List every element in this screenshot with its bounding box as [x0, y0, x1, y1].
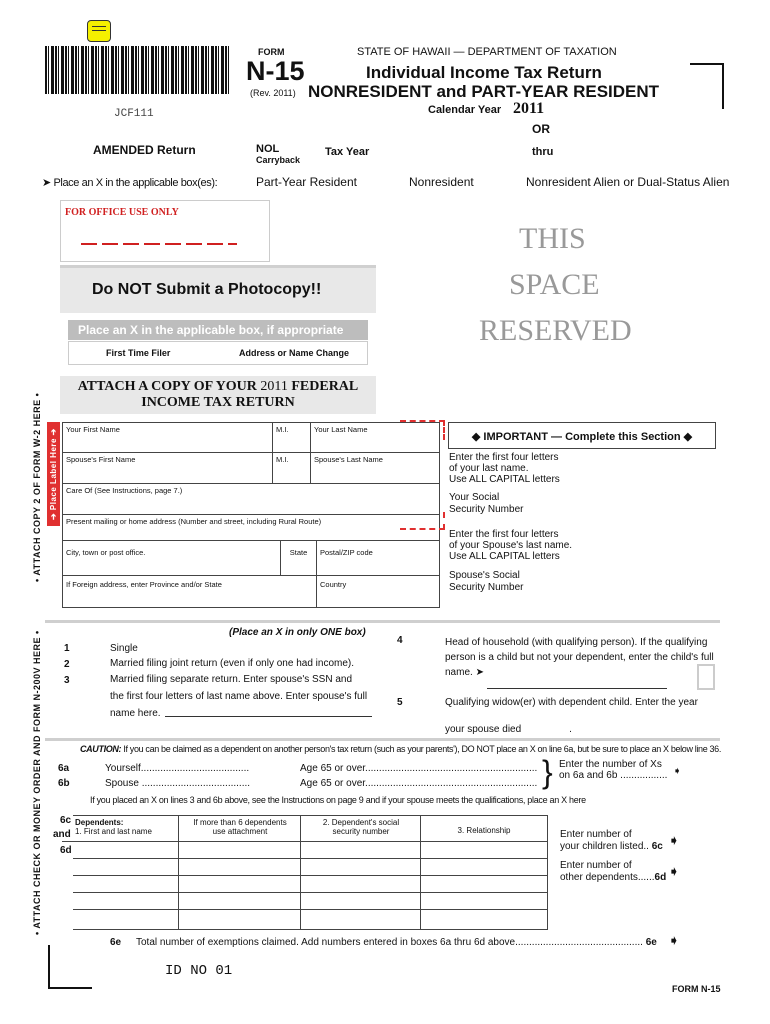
status-1-number: 1	[64, 643, 70, 654]
child-name-input[interactable]	[487, 676, 667, 689]
yourself-option[interactable]: Yourself.......................................	[105, 763, 250, 774]
note-icon[interactable]	[87, 20, 111, 42]
id-number: ID NO 01	[165, 963, 233, 979]
part-year-option[interactable]: Part-Year Resident	[256, 175, 357, 189]
or-label: OR	[532, 122, 550, 136]
reserved-line-2: SPACE	[509, 268, 600, 301]
form-number: N-15	[246, 56, 305, 86]
form-footer: FORM N-15	[672, 984, 721, 994]
attach-line-2: INCOME TAX RETURN	[141, 395, 295, 410]
calendar-year: 2011	[513, 100, 545, 117]
more-dependents-note: If more than 6 dependents use attachment	[193, 818, 287, 836]
status-single[interactable]: Single	[110, 643, 138, 654]
nonresident-option[interactable]: Nonresident	[409, 175, 474, 189]
status-2-number: 2	[64, 659, 70, 670]
office-use-label: FOR OFFICE USE ONLY	[65, 207, 179, 218]
care-of-field[interactable]: Care Of (See Instructions, page 7.)	[62, 483, 440, 515]
dependents-header: Dependents: 1. First and last name	[75, 818, 152, 836]
status-5-number: 5	[397, 697, 403, 708]
spouse-option[interactable]: Spouse .......................................	[105, 778, 251, 789]
revision: (Rev. 2011)	[250, 88, 296, 98]
place-x-instruction: ➤ Place an X in the applicable box(es):	[42, 177, 218, 189]
address-field[interactable]: Present mailing or home address (Number and street, including Rural Route)	[62, 514, 440, 541]
children-count-label: Enter number of your children listed.. 6c	[560, 829, 663, 852]
spouse-qualification-note: If you placed an X on lines 3 and 6b above, see the Instructions on page 9 and if your spouse meets the qualifications, place an X here	[90, 795, 586, 805]
caution-text: CAUTION: If you can be claimed as a dependent on another person's tax return (such as your parents'), DO NOT place an X on line 6a, but be sure to place an X below line 36.	[80, 744, 721, 754]
filing-instruction: (Place an X in only ONE box)	[229, 627, 366, 638]
status-3-number: 3	[64, 675, 70, 686]
calendar-year-label: Calendar Year	[428, 104, 502, 116]
age-65-yourself-option[interactable]: Age 65 or over..............................................................	[300, 763, 538, 774]
form-label: FORM	[258, 47, 285, 57]
arrow-icon: ➧	[668, 932, 680, 948]
arrow-icon: ➧	[668, 863, 680, 879]
title: Individual Income Tax Return	[366, 63, 602, 82]
office-use-box	[60, 200, 270, 262]
nol-option[interactable]: NOL	[256, 143, 280, 155]
arrow-icon: ➤	[42, 177, 54, 189]
place-box-header: Place an X in the applicable box, if appropriate	[68, 320, 368, 340]
line-6a-label: 6a	[58, 763, 70, 774]
alien-option[interactable]: Nonresident Alien or Dual-Status Alien	[526, 175, 730, 189]
w2-attach-text: • ATTACH COPY 2 OF FORM W-2 HERE •	[32, 392, 42, 582]
mi-field[interactable]: M.I.	[272, 422, 311, 453]
total-exemptions: Total number of exemptions claimed. Add numbers entered in boxes 6a thru 6d above.............................................. 6e	[136, 937, 657, 948]
address-change-option[interactable]: Address or Name Change	[239, 348, 350, 358]
label-bracket-top	[400, 420, 445, 440]
line-6c-label: 6c	[60, 815, 72, 826]
state-field[interactable]: State	[280, 540, 317, 576]
enter-xs-label: Enter the number of Xs on 6a and 6b .................	[559, 759, 668, 781]
arrow-icon: ➧	[668, 832, 680, 848]
attach-return-banner	[60, 376, 376, 414]
other-dependents-label: Enter number of other dependents......6d	[560, 860, 667, 883]
carryback-label: Carryback	[256, 155, 301, 165]
relationship-column-header: 3. Relationship	[457, 826, 511, 835]
agency: STATE OF HAWAII — DEPARTMENT OF TAXATION	[357, 46, 617, 58]
corner-mark	[48, 945, 92, 989]
tax-year-label: Tax Year	[325, 146, 370, 158]
check-attach-text: • ATTACH CHECK OR MONEY ORDER AND FORM N-200V HERE •	[32, 630, 42, 935]
status-head-household[interactable]: Head of household (with qualifying person). If the qualifying person is a child but not your dependent, enter the child's full name. ➤	[445, 637, 714, 678]
attach-line-1: ATTACH A COPY OF YOUR 2011 FEDERAL	[77, 379, 359, 394]
important-header: ◆ IMPORTANT — Complete this Section ◆	[448, 422, 716, 449]
and-label: and	[53, 829, 71, 840]
spouse-letters-hint: Enter the first four letters of your Spouse's last name. Use ALL CAPITAL letters	[449, 529, 573, 562]
subtitle: NONRESIDENT and PART-YEAR RESIDENT	[308, 82, 660, 101]
city-field[interactable]: City, town or post office.	[62, 540, 281, 576]
status-married-joint[interactable]: Married filing joint return (even if only one had income).	[110, 658, 355, 669]
photocopy-warning: Do NOT Submit a Photocopy!!	[92, 281, 322, 298]
amended-return-option[interactable]: AMENDED Return	[93, 143, 196, 157]
arrow-icon: ➤	[475, 667, 484, 678]
spouse-died-year[interactable]: your spouse died .	[445, 724, 572, 735]
divider	[45, 620, 720, 623]
first-name-field[interactable]: Your First Name	[62, 422, 273, 453]
spouse-first-name-field[interactable]: Spouse's First Name	[62, 452, 273, 484]
ssn-label: Your Social Security Number	[449, 492, 524, 515]
arrow-icon: ➧	[673, 766, 682, 777]
line-6b-label: 6b	[58, 778, 70, 789]
brace: }	[542, 754, 553, 790]
divider	[45, 738, 720, 741]
status-checkbox[interactable]	[697, 664, 715, 690]
age-65-spouse-option[interactable]: Age 65 or over..............................................................	[300, 778, 538, 789]
spouse-name-input[interactable]	[165, 704, 372, 717]
dependents-table	[73, 815, 548, 930]
label-bracket-bottom	[400, 512, 445, 530]
reserved-line-1: THIS	[519, 222, 586, 255]
place-label-strip: ➔ Place Label Here ➔	[47, 422, 60, 526]
first-time-filer-option[interactable]: First Time Filer	[106, 348, 171, 358]
corner-mark	[690, 63, 724, 109]
spouse-ssn-label: Spouse's Social Security Number	[449, 570, 524, 593]
reserved-line-3: RESERVED	[479, 314, 632, 347]
photocopy-banner	[60, 265, 376, 313]
last-name-field[interactable]: Your Last Name	[310, 422, 440, 453]
office-use-dashes	[81, 243, 237, 245]
zip-field[interactable]: Postal/ZIP code	[316, 540, 440, 576]
status-widow[interactable]: Qualifying widow(er) with dependent child. Enter the year	[445, 697, 698, 708]
spouse-mi-field[interactable]: M.I.	[272, 452, 311, 484]
ssn-column-header: 2. Dependent's social security number	[322, 818, 400, 836]
foreign-field[interactable]: If Foreign address, enter Province and/or State	[62, 575, 317, 608]
thru-label: thru	[532, 146, 554, 158]
line-6e-label: 6e	[110, 937, 122, 948]
last-name-letters-hint: Enter the first four letters of your last name. Use ALL CAPITAL letters	[449, 452, 560, 485]
barcode	[45, 46, 230, 94]
status-married-separate[interactable]: Married filing separate return. Enter spouse's SSN and the first four letters of last name above. Enter spouse's full name here.	[110, 674, 368, 719]
line-6d-label: 6d	[60, 845, 72, 856]
barcode-id: JCF111	[114, 108, 154, 120]
country-field[interactable]: Country	[316, 575, 440, 608]
status-4-number: 4	[397, 635, 403, 646]
spouse-last-name-field[interactable]: Spouse's Last Name	[310, 452, 440, 484]
